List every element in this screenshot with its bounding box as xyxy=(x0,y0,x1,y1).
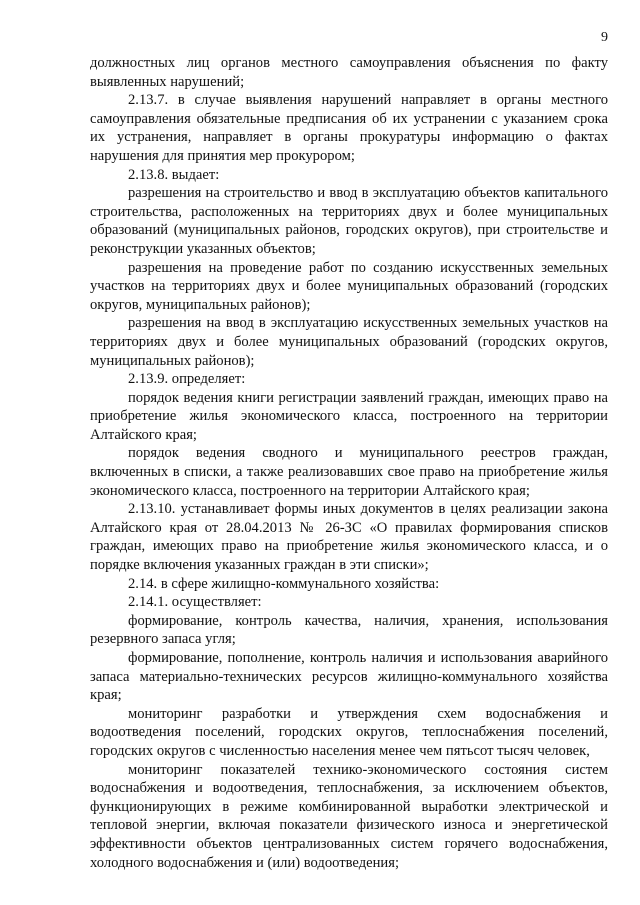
paragraph-2-14: 2.14. в сфере жилищно-коммунального хозяйства: xyxy=(128,575,440,592)
paragraph-registers: порядок ведения сводного и муниципального реестров граждан, включенных в списки, а также реализовавших свое право на приобретение жилья экономического класса, построенного на территории Алтайского края; xyxy=(90,445,608,499)
page-number: 9 xyxy=(601,30,608,45)
paragraph-2-13-10: 2.13.10. устанавливает формы иных документов в целях реализации закона Алтайского края от 28.04.2013 № 26-ЗС «О правилах формирования списков граждан, имеющих право на приобретение жилья экономического класса, и о порядке включения указанных граждан в эти списки»; xyxy=(90,501,608,574)
paragraph-emergency-reserve: формирование, пополнение, контроль наличия и использования аварийного запаса материально-технических ресурсов жилищно-коммунального хозяйства края; xyxy=(90,650,608,704)
paragraph-construction-permits: разрешения на строительство и ввод в эксплуатацию объектов капитального строительства, расположенных на территориях двух и более муниципальных образований (муниципальных районов, городских округов), при строительстве и реконструкции указанных объектов; xyxy=(90,185,608,257)
paragraph-2-14-1: 2.14.1. осуществляет: xyxy=(128,594,262,611)
paragraph-indicators-monitoring: мониторинг показателей технико-экономического состояния систем водоснабжения и водоотведения, теплоснабжения, за исключением объектов, функционирующих в режиме комбинированной выработки электрической и тепловой энергии, включая показатели физического износа и энергетической эффективности объектов централизованных систем горячего водоснабжения, холодного водоснабжения и (или) водоотведения; xyxy=(90,761,608,871)
paragraph-registration-book: порядок ведения книги регистрации заявлений граждан, имеющих право на приобретение жилья экономического класса, построенного на территории Алтайского края; xyxy=(90,389,608,443)
paragraph-coal-reserve: формирование, контроль качества, наличия, хранения, использования резервного запаса угля; xyxy=(90,612,608,648)
paragraph-schemes-monitoring: мониторинг разработки и утверждения схем водоснабжения и водоотведения поселений, городских округов, теплоснабжения поселений, городских округов с численностью населения менее чем пятьсот тысяч человек, xyxy=(90,705,608,759)
paragraph-2-13-7: 2.13.7. в случае выявления нарушений направляет в органы местного самоуправления обязательные предписания об их устранении с указанием срока их устранения, направляет в органы прокуратуры информацию о фактах нарушения для принятия мер прокурором; xyxy=(90,92,608,164)
document-body xyxy=(90,54,608,872)
paragraph-2-13-8: 2.13.8. выдает: xyxy=(128,166,220,183)
paragraph-artificial-land-works: разрешения на проведение работ по созданию искусственных земельных участков на территориях двух и более муниципальных образований (городских округов, муниципальных районов); xyxy=(90,259,608,313)
paragraph-continuation: должностных лиц органов местного самоуправления объяснения по факту выявленных нарушений; xyxy=(90,55,608,90)
paragraph-artificial-land-commissioning: разрешения на ввод в эксплуатацию искусственных земельных участков на территориях двух и более муниципальных образований (городских округов, муниципальных районов); xyxy=(90,315,608,369)
paragraph-2-13-9: 2.13.9. определяет: xyxy=(128,371,246,388)
